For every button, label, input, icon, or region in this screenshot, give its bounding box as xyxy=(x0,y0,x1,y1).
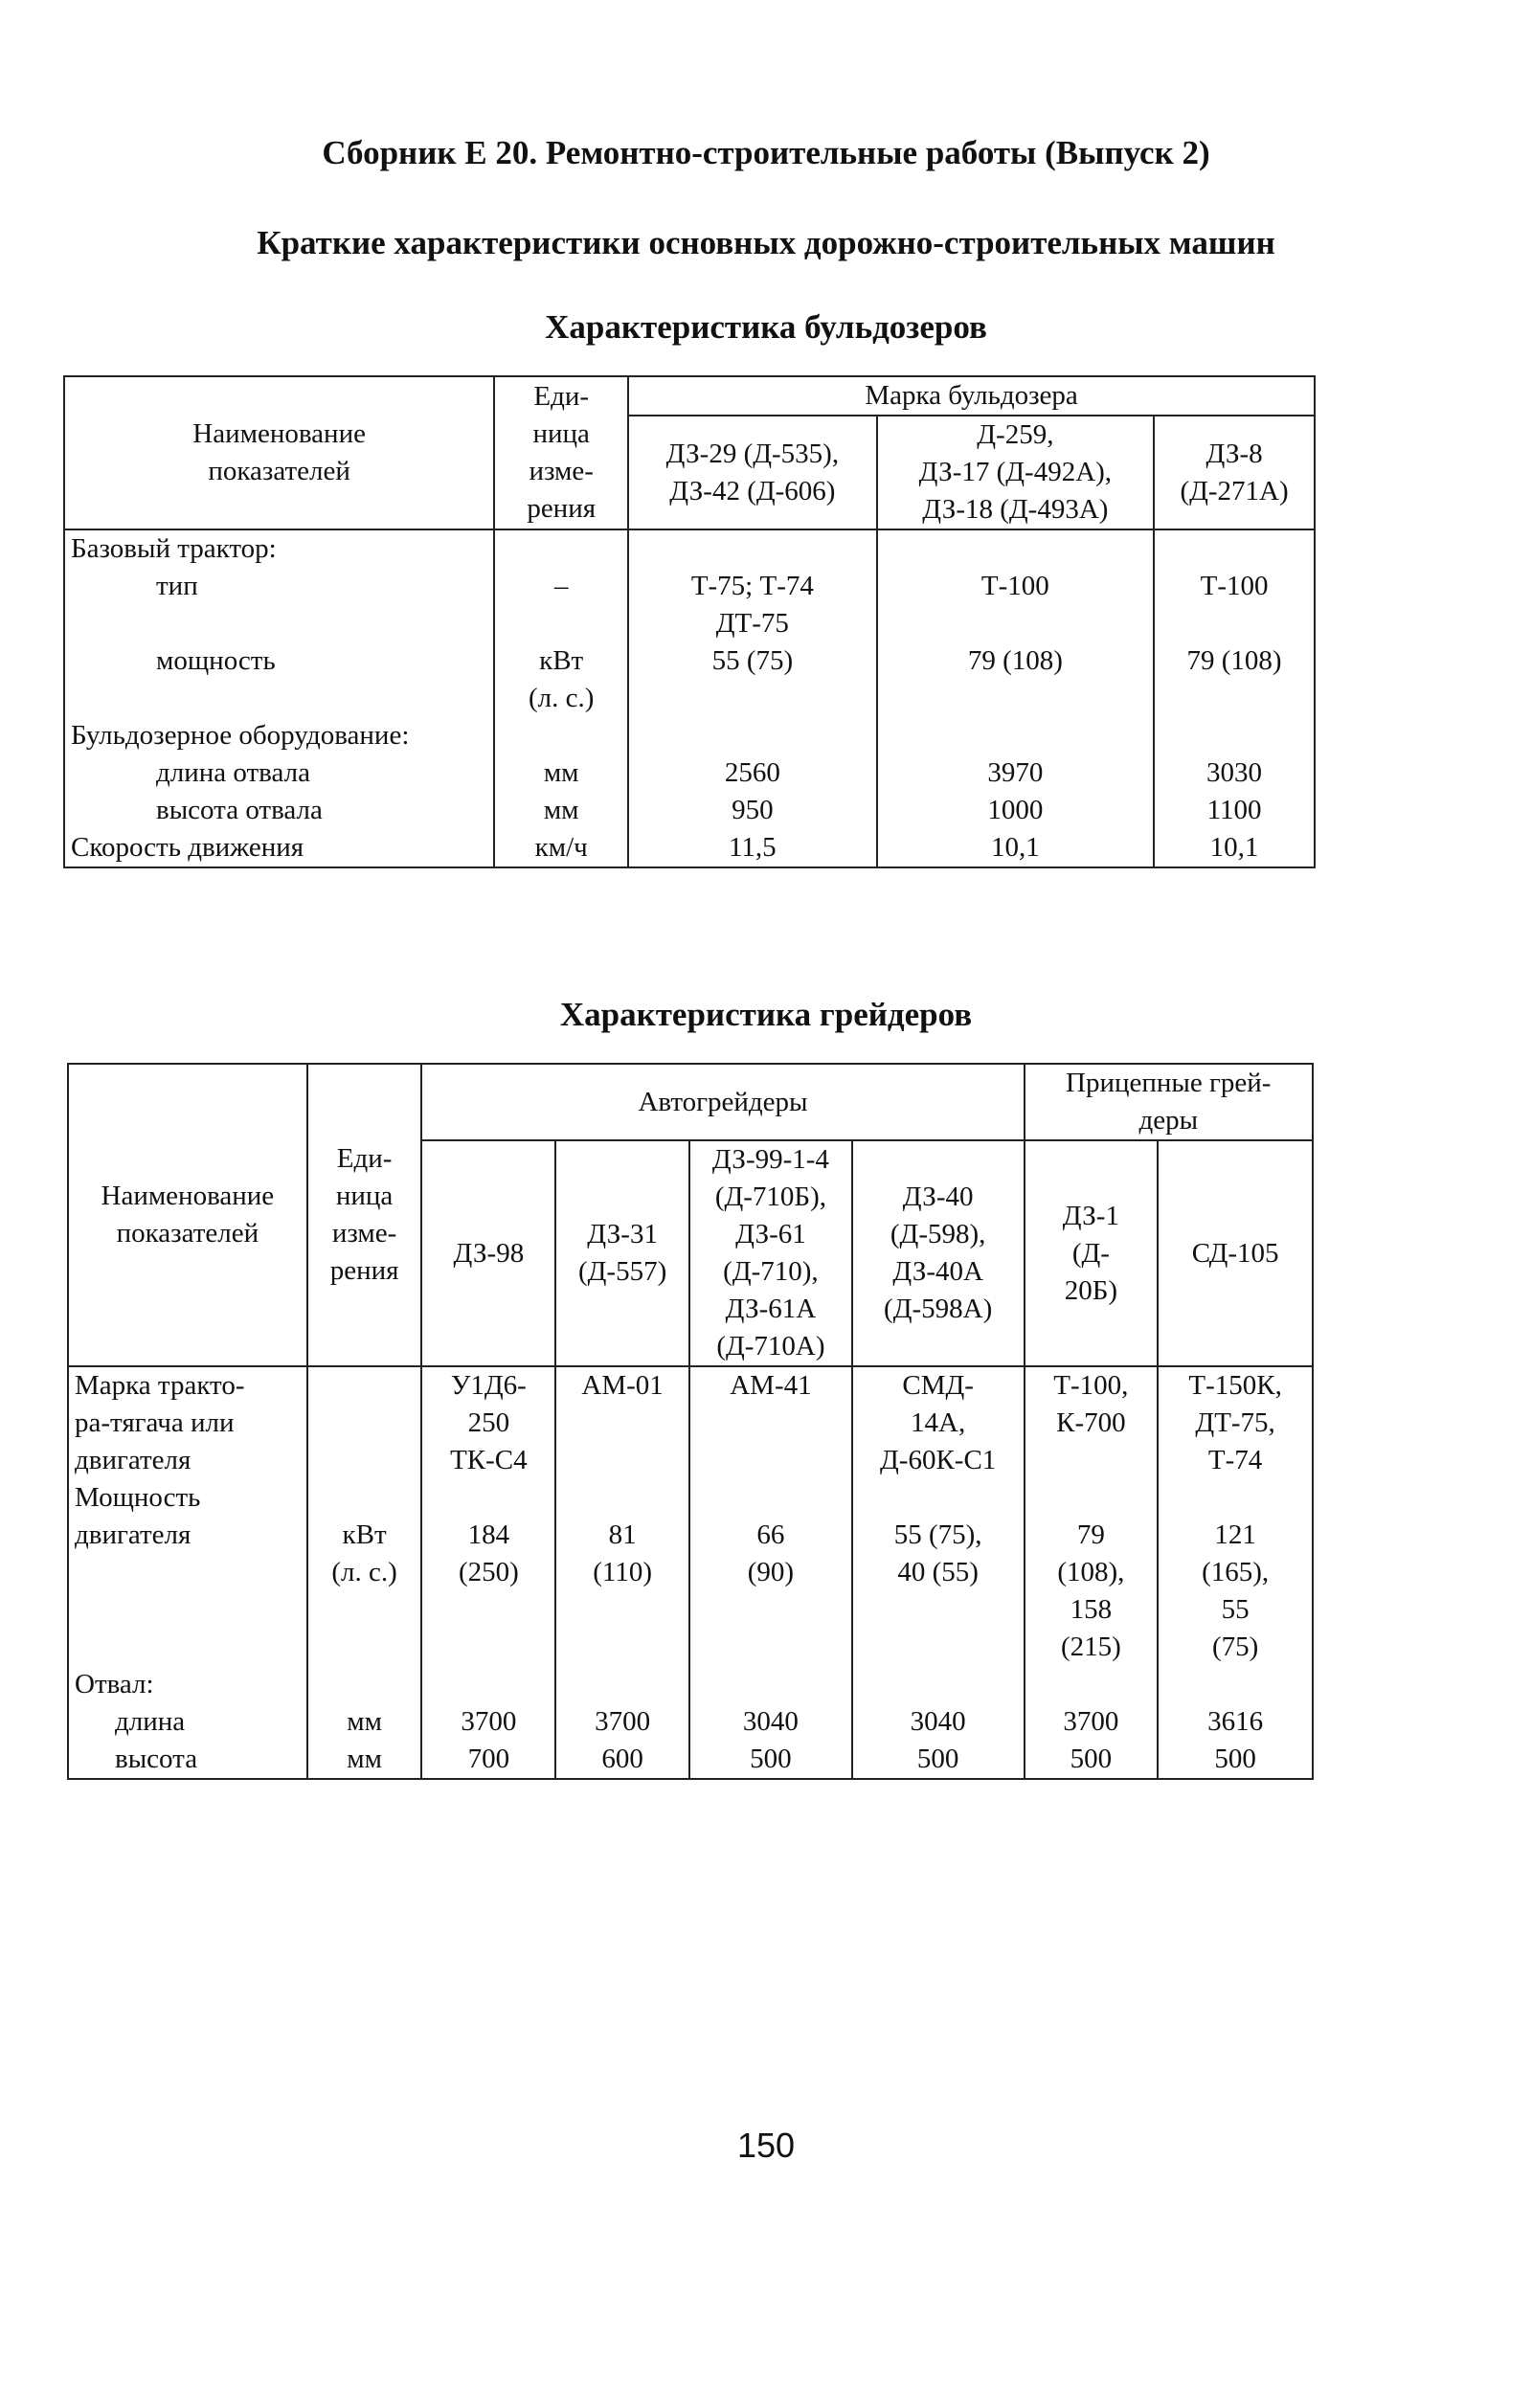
bulldozer-section-title: Характеристика бульдозеров xyxy=(545,308,987,346)
grader-col-unit-header: Еди- ница изме- рения xyxy=(307,1064,422,1366)
row-value: Т-100 xyxy=(1154,568,1315,642)
row-value xyxy=(628,717,877,754)
row-label: длина отвала xyxy=(64,754,494,792)
row-value xyxy=(1158,1666,1313,1703)
grader-model-header: ДЗ-1 (Д- 20Б) xyxy=(1025,1140,1159,1366)
row-unit: кВт (л. с.) xyxy=(307,1479,422,1666)
row-value: 81 (110) xyxy=(555,1479,689,1666)
row-value: 3030 xyxy=(1154,754,1315,792)
row-value: 11,5 xyxy=(628,829,877,867)
row-value: Т-100 xyxy=(877,568,1154,642)
row-value: 121 (165), 55 (75) xyxy=(1158,1479,1313,1666)
row-value xyxy=(877,529,1154,568)
row-unit: кВт (л. с.) xyxy=(494,642,628,717)
row-value: 3040 xyxy=(689,1703,852,1741)
row-unit: км/ч xyxy=(494,829,628,867)
row-value: 3700 xyxy=(555,1703,689,1741)
row-value: 3700 xyxy=(1025,1703,1159,1741)
row-unit: – xyxy=(494,568,628,642)
row-value: 3970 xyxy=(877,754,1154,792)
row-value xyxy=(1154,717,1315,754)
table-row xyxy=(68,1703,1313,1741)
row-value: 600 xyxy=(555,1741,689,1779)
row-value: 3616 xyxy=(1158,1703,1313,1741)
row-value: 500 xyxy=(1025,1741,1159,1779)
table-row xyxy=(64,754,1315,792)
row-value: 2560 xyxy=(628,754,877,792)
row-unit xyxy=(494,529,628,568)
row-label: высота отвала xyxy=(64,792,494,829)
table-row xyxy=(68,1479,1313,1666)
row-value: Т-150К, ДТ-75, Т-74 xyxy=(1158,1366,1313,1479)
row-label: Скорость движения xyxy=(64,829,494,867)
grader-col-name-header: Наименование показателей xyxy=(68,1064,307,1366)
row-unit: мм xyxy=(494,792,628,829)
row-value: 3040 xyxy=(852,1703,1025,1741)
row-label: длина xyxy=(68,1703,307,1741)
grader-model-header: ДЗ-99-1-4 (Д-710Б), ДЗ-61 (Д-710), ДЗ-61А (Д-710А) xyxy=(689,1140,852,1366)
grader-trailer-group-header: Прицепные грей- деры xyxy=(1025,1064,1314,1140)
table-row xyxy=(64,642,1315,717)
table-row xyxy=(64,568,1315,642)
table-row xyxy=(64,829,1315,867)
row-value xyxy=(877,717,1154,754)
row-value xyxy=(689,1666,852,1703)
row-value xyxy=(555,1666,689,1703)
row-unit xyxy=(307,1666,422,1703)
row-value xyxy=(421,1666,555,1703)
bulldozer-brand-header: Д-259, ДЗ-17 (Д-492А), ДЗ-18 (Д-493А) xyxy=(877,416,1154,529)
row-value: 10,1 xyxy=(877,829,1154,867)
row-value: 79 (108), 158 (215) xyxy=(1025,1479,1159,1666)
row-value: 10,1 xyxy=(1154,829,1315,867)
row-unit: мм xyxy=(307,1741,422,1779)
document-header: Сборник Е 20. Ремонтно-строительные работы (Выпуск 2) xyxy=(322,134,1210,171)
row-value: АМ-01 xyxy=(555,1366,689,1479)
row-value: АМ-41 xyxy=(689,1366,852,1479)
row-value: 66 (90) xyxy=(689,1479,852,1666)
table-row xyxy=(68,1666,1313,1703)
table-row xyxy=(64,529,1315,568)
row-label: Бульдозерное оборудование: xyxy=(64,717,494,754)
row-value: Т-75; Т-74 ДТ-75 xyxy=(628,568,877,642)
row-value: 55 (75), 40 (55) xyxy=(852,1479,1025,1666)
bulldozer-brand-header: ДЗ-29 (Д-535), ДЗ-42 (Д-606) xyxy=(628,416,877,529)
row-label: Марка тракто- ра-тягача или двигателя xyxy=(68,1366,307,1479)
table-row xyxy=(68,1741,1313,1779)
table-row xyxy=(64,717,1315,754)
row-unit xyxy=(494,717,628,754)
row-value: 79 (108) xyxy=(877,642,1154,717)
row-value: 500 xyxy=(1158,1741,1313,1779)
row-value: 3700 xyxy=(421,1703,555,1741)
row-label: Базовый трактор: xyxy=(64,529,494,568)
row-value xyxy=(852,1666,1025,1703)
row-value: 950 xyxy=(628,792,877,829)
bulldozer-col-unit-header: Еди- ница изме- рения xyxy=(494,376,628,529)
row-value: 1100 xyxy=(1154,792,1315,829)
row-value: 79 (108) xyxy=(1154,642,1315,717)
table-row xyxy=(64,792,1315,829)
page-number: 150 xyxy=(736,2126,796,2165)
row-value: 500 xyxy=(852,1741,1025,1779)
row-label: тип xyxy=(64,568,494,642)
row-value: СМД- 14А, Д-60К-С1 xyxy=(852,1366,1025,1479)
grader-model-header: ДЗ-31 (Д-557) xyxy=(555,1140,689,1366)
row-unit: мм xyxy=(307,1703,422,1741)
row-unit xyxy=(307,1366,422,1479)
row-value: Т-100, К-700 xyxy=(1025,1366,1159,1479)
grader-table xyxy=(67,1063,1314,1780)
row-label: мощность xyxy=(64,642,494,717)
grader-model-header: ДЗ-98 xyxy=(421,1140,555,1366)
row-value xyxy=(1025,1666,1159,1703)
row-value: 500 xyxy=(689,1741,852,1779)
row-value xyxy=(1154,529,1315,568)
grader-model-header: ДЗ-40 (Д-598), ДЗ-40А (Д-598А) xyxy=(852,1140,1025,1366)
grader-section-title: Характеристика грейдеров xyxy=(559,996,973,1033)
bulldozer-table xyxy=(63,375,1316,868)
bulldozer-brand-group-header: Марка бульдозера xyxy=(628,376,1315,416)
bulldozer-brand-header: ДЗ-8 (Д-271А) xyxy=(1154,416,1315,529)
row-label: Отвал: xyxy=(68,1666,307,1703)
row-value: У1Д6- 250 ТК-С4 xyxy=(421,1366,555,1479)
row-label: Мощность двигателя xyxy=(68,1479,307,1666)
row-value: 700 xyxy=(421,1741,555,1779)
row-value xyxy=(628,529,877,568)
grader-auto-group-header: Автогрейдеры xyxy=(421,1064,1024,1140)
row-value: 184 (250) xyxy=(421,1479,555,1666)
grader-model-header: СД-105 xyxy=(1158,1140,1313,1366)
row-unit: мм xyxy=(494,754,628,792)
row-value: 1000 xyxy=(877,792,1154,829)
bulldozer-col-name-header: Наименование показателей xyxy=(64,376,494,529)
document-subtitle: Краткие характеристики основных дорожно-строительных машин xyxy=(257,224,1275,261)
row-value: 55 (75) xyxy=(628,642,877,717)
table-row xyxy=(68,1366,1313,1479)
row-label: высота xyxy=(68,1741,307,1779)
